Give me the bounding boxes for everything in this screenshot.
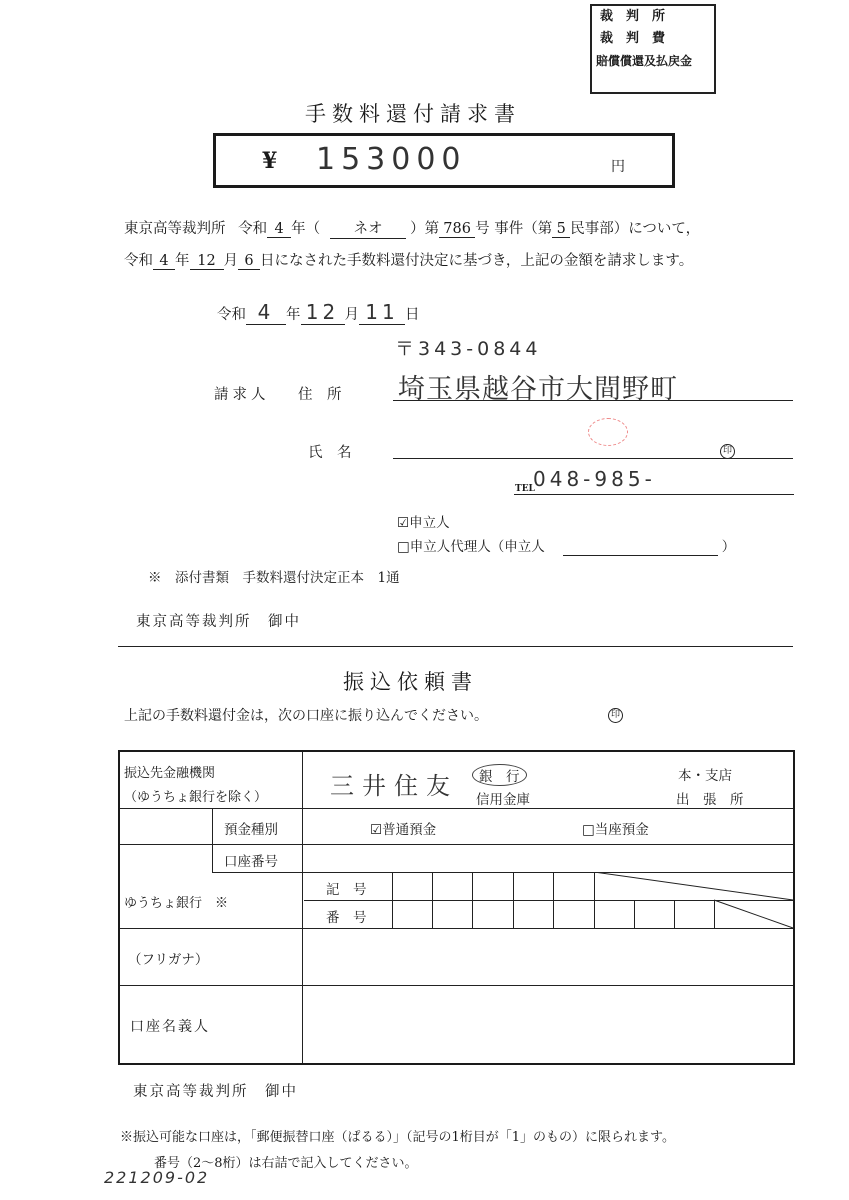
tel-label: TEL bbox=[515, 484, 535, 494]
account-number-label: 口座番号 bbox=[224, 854, 278, 870]
name-label: 氏 名 bbox=[308, 445, 352, 461]
deposit-current-option bbox=[582, 818, 649, 838]
claimant-label: 請求人 bbox=[214, 387, 270, 403]
diagonal-lines bbox=[594, 872, 794, 928]
agent-close: ） bbox=[721, 539, 736, 555]
name-underline bbox=[393, 458, 793, 459]
decision-year: 4 bbox=[153, 253, 175, 270]
case-no-prefix: ）第 bbox=[410, 221, 440, 237]
decision-day: 6 bbox=[238, 253, 260, 270]
deposit-type-label: 預金種別 bbox=[224, 822, 278, 838]
transfer-table bbox=[118, 750, 795, 1065]
postal-code: 〒343-0844 bbox=[395, 338, 542, 360]
branch-main: 本・支店 bbox=[678, 768, 732, 784]
case-no-suffix: 号 事件（第 bbox=[475, 221, 553, 237]
bank-type-bank: 銀 行 bbox=[472, 764, 527, 786]
date-year: 4 bbox=[246, 300, 286, 325]
year-label: 年 bbox=[175, 253, 190, 269]
date-day: 11 bbox=[359, 300, 405, 325]
division-number: 5 bbox=[552, 221, 570, 238]
agent-checkbox[interactable]: □ bbox=[397, 539, 410, 555]
footnote-2: 番号（2〜8桁）は右詰で記入してください。 bbox=[154, 1156, 418, 1171]
agent-label: 申立人代理人（申立人 bbox=[409, 539, 545, 555]
section-divider bbox=[118, 646, 793, 647]
yucho-label: ゆうちょ銀行 ※ bbox=[124, 896, 229, 911]
tel-value: 048-985- bbox=[533, 467, 656, 491]
date-month: 12 bbox=[301, 300, 345, 325]
amount-value: 153000 bbox=[316, 142, 467, 177]
addressee-2: 東京高等裁判所 御中 bbox=[133, 1084, 298, 1100]
stamp-box bbox=[590, 4, 716, 94]
case-year: 4 bbox=[267, 221, 291, 238]
address-value: 埼玉県越谷市大間野町 bbox=[398, 374, 678, 405]
request-tail: 日になされた手数料還付決定に基づき，上記の金額を請求します。 bbox=[260, 253, 694, 269]
stamp-line-1: 裁 判 所 bbox=[600, 9, 666, 24]
decision-month: 12 bbox=[190, 253, 224, 270]
transfer-seal: 印 bbox=[608, 708, 623, 723]
request-line-1 bbox=[124, 217, 700, 239]
date-year-label: 年 bbox=[286, 307, 301, 323]
agent-option bbox=[397, 535, 735, 556]
applicant-checkbox[interactable]: ☑ bbox=[397, 515, 410, 531]
bank-name[interactable]: 三井住友 bbox=[330, 772, 458, 800]
court-name: 東京高等裁判所 bbox=[124, 221, 226, 237]
bank-label: 振込先金融機関 bbox=[124, 766, 216, 781]
date-era: 令和 bbox=[217, 307, 246, 323]
address-underline bbox=[393, 400, 793, 401]
branch-office: 出 張 所 bbox=[676, 792, 744, 808]
addressee-1: 東京高等裁判所 御中 bbox=[136, 614, 301, 630]
applicant-option bbox=[397, 511, 450, 531]
number-label: 番 号 bbox=[326, 910, 367, 926]
stamp-line-2: 裁 判 費 bbox=[600, 31, 666, 46]
case-type: ネオ bbox=[330, 217, 406, 239]
amount-box bbox=[213, 133, 675, 188]
deposit-current-label: 当座預金 bbox=[594, 822, 649, 838]
bank-type-credit: 信用金庫 bbox=[476, 792, 530, 808]
request-date bbox=[217, 300, 420, 325]
account-holder-label: 口座名義人 bbox=[130, 1019, 210, 1035]
transfer-title: 振込依頼書 bbox=[343, 670, 478, 694]
stamp-line-3: 賠償償還及払戻金 bbox=[596, 54, 693, 68]
attachment-note: ※ 添付書類 手数料還付決定正本 1通 bbox=[148, 570, 400, 586]
deposit-ordinary-checkbox[interactable]: ☑ bbox=[370, 822, 383, 838]
footnote-1: ※振込可能な口座は，「郵便振替口座（ぱるる）」（記号の1桁目が「1」のもの）に限られます。 bbox=[120, 1130, 676, 1145]
request-line-2 bbox=[124, 249, 693, 270]
footer-code: 221209-02 bbox=[104, 1168, 210, 1187]
deposit-ordinary-option bbox=[370, 818, 436, 838]
year-suffix: 年（ bbox=[291, 221, 321, 237]
address-label: 住 所 bbox=[298, 387, 342, 403]
amount-unit: 円 bbox=[611, 159, 625, 175]
date-month-label: 月 bbox=[344, 307, 359, 323]
era-label: 令和 bbox=[238, 221, 268, 237]
form-title: 手数料還付請求書 bbox=[305, 102, 521, 126]
transfer-instruction: 上記の手数料還付金は，次の口座に振り込んでください。 bbox=[124, 708, 488, 724]
agent-blank bbox=[563, 539, 718, 556]
deposit-ordinary-label: 普通預金 bbox=[382, 822, 437, 838]
applicant-label: 申立人 bbox=[409, 515, 450, 531]
yen-mark: ¥ bbox=[262, 148, 278, 174]
date-day-label: 日 bbox=[405, 307, 420, 323]
month-label: 月 bbox=[223, 253, 238, 269]
name-seal-mark bbox=[588, 418, 628, 446]
division-suffix: 民事部）について， bbox=[570, 221, 701, 237]
tel-underline bbox=[514, 494, 794, 495]
era-label-2: 令和 bbox=[124, 253, 153, 269]
deposit-current-checkbox[interactable]: □ bbox=[582, 822, 595, 838]
bank-sub-label: （ゆうちょ銀行を除く） bbox=[124, 790, 268, 805]
case-number: 786 bbox=[439, 221, 475, 238]
furigana-label: （フリガナ） bbox=[128, 952, 209, 968]
name-seal: 印 bbox=[720, 444, 735, 459]
symbol-label: 記 号 bbox=[326, 882, 367, 898]
